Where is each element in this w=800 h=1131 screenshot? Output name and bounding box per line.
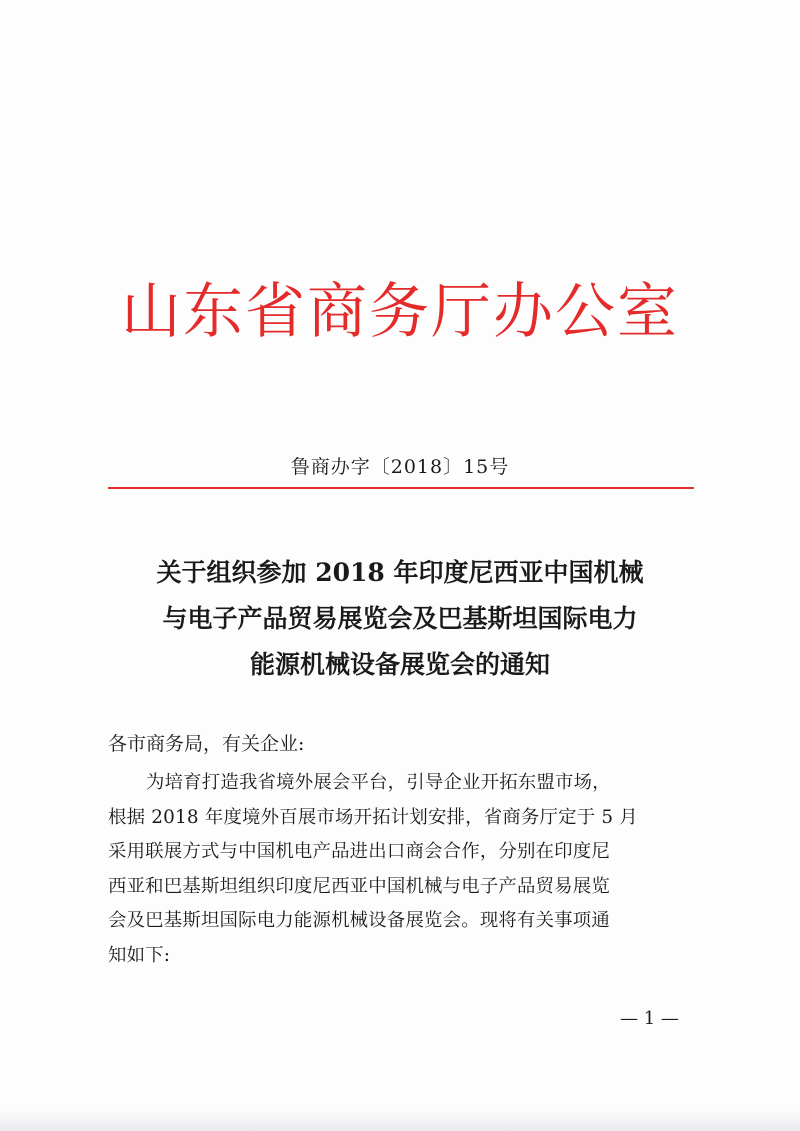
salutation: 各市商务局，有关企业: [108,733,305,755]
document-number: 鲁商办字〔2018〕15号 [290,456,510,478]
body-line: 西亚和巴基斯坦组织印度尼西亚中国机械与电子产品贸易展览 [108,875,610,897]
body-line: 采用联展方式与中国机电产品进出口商会合作，分别在印度尼 [108,841,610,863]
title-line: 与电子产品贸易展览会及巴基斯坦国际电力 [162,604,638,633]
body-line: 为培育打造我省境外展会平台，引导企业开拓东盟市场， [146,772,611,793]
body-paragraph [108,766,698,974]
red-separator-line [108,487,694,489]
page-number: — 1 — [620,1008,679,1029]
scan-edge-shadow [0,1109,800,1131]
document-title [60,550,740,688]
issuing-organization-header: 山东省商务厅办公室 [121,277,679,347]
body-line: 会及巴基斯坦国际电力能源机械设备展览会。现将有关事项通 [108,910,610,932]
body-line: 知如下: [108,944,171,966]
body-line: 根据 2018 年度境外百展市场开拓计划安排，省商务厅定于 5 月 [108,806,638,828]
title-line: 能源机械设备展览会的通知 [249,650,550,679]
title-line: 关于组织参加 2018 年印度尼西亚中国机械 [156,558,644,587]
